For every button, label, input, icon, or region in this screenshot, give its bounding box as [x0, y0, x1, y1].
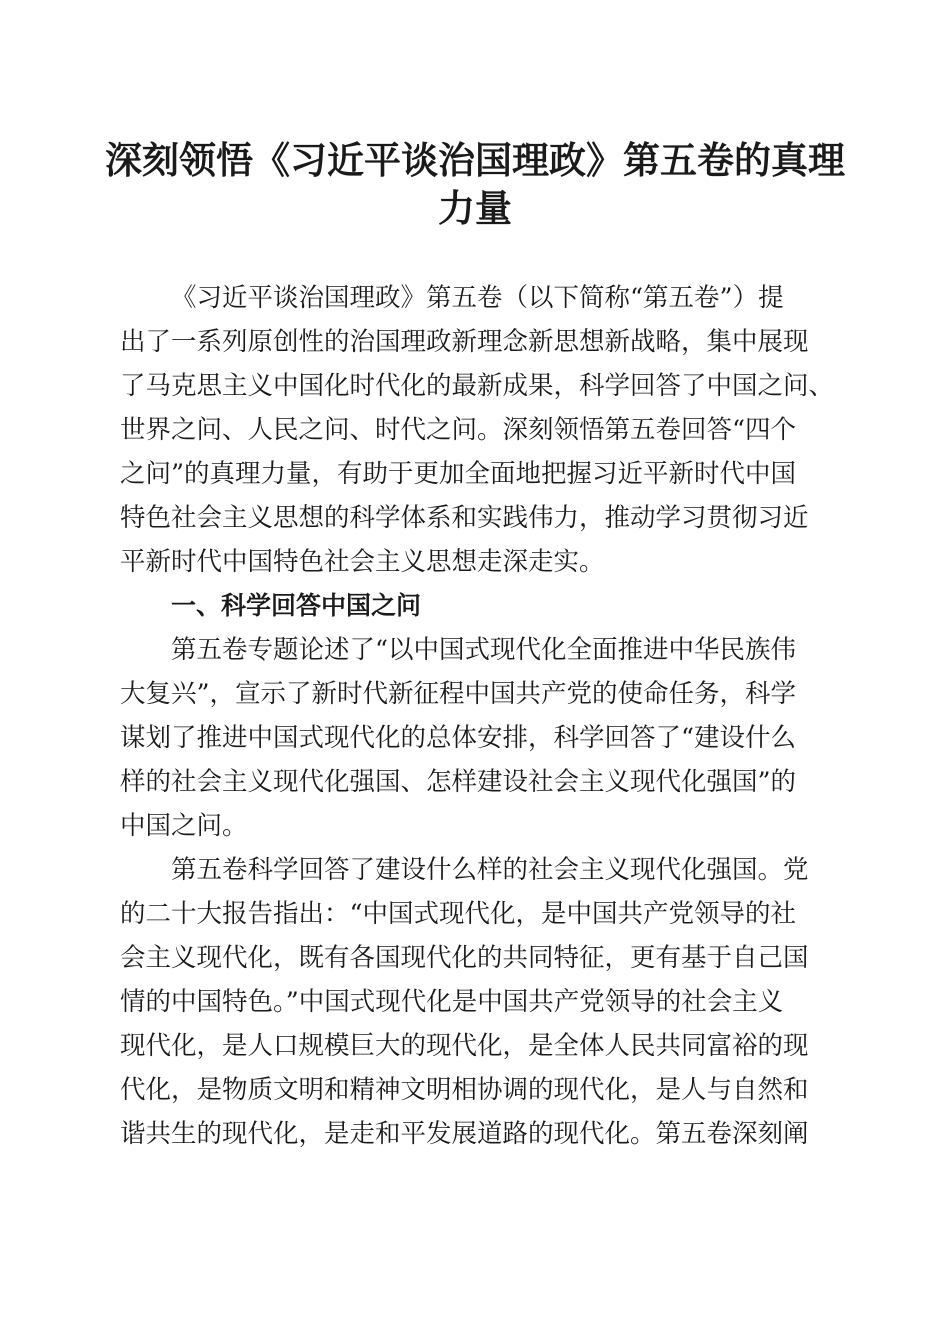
- intro-paragraph: [120, 276, 840, 584]
- title-line-2: 力量: [438, 186, 512, 230]
- paragraph-line: 世界之问、人民之问、时代之问。深刻领悟第五卷回答“四个: [120, 415, 797, 445]
- document-body: [120, 276, 840, 1156]
- paragraph-line: 出了一系列原创性的治国理政新理念新思想新战略，集中展现: [120, 327, 809, 357]
- paragraph-line: 了马克思主义中国化时代化的最新成果，科学回答了中国之问、: [120, 371, 835, 401]
- paragraph-line: 第五卷专题论述了“以中国式现代化全面推进中华民族伟: [171, 635, 797, 665]
- paragraph-line: 特色社会主义思想的科学体系和实践伟力，推动学习贯彻习近: [120, 503, 809, 533]
- paragraph-line: 第五卷科学回答了建设什么样的社会主义现代化强国。党: [171, 855, 809, 885]
- document-title: [100, 136, 850, 232]
- paragraph-line: 现代化，是人口规模巨大的现代化，是全体人民共同富裕的现: [120, 1031, 809, 1061]
- paragraph-line: 谋划了推进中国式现代化的总体安排，科学回答了“建设什么: [120, 723, 797, 753]
- paragraph-line: 之问”的真理力量，有助于更加全面地把握习近平新时代中国: [120, 459, 797, 489]
- title-line-1: 深刻领悟《习近平谈治国理政》第五卷的真理: [105, 138, 845, 182]
- paragraph-line: 谐共生的现代化，是走和平发展道路的现代化。第五卷深刻阐: [120, 1119, 809, 1149]
- section-heading: 一、科学回答中国之问: [171, 591, 422, 620]
- paragraph-line: 《习近平谈治国理政》第五卷（以下简称“第五卷”）提: [171, 283, 784, 313]
- paragraph-line: 平新时代中国特色社会主义思想走深走实。: [120, 547, 605, 577]
- paragraph-line: 中国之问。: [120, 811, 248, 841]
- paragraph-line: 代化，是物质文明和精神文明相协调的现代化，是人与自然和: [120, 1075, 809, 1105]
- paragraph-line: 大复兴”，宣示了新时代新征程中国共产党的使命任务，科学: [120, 679, 797, 709]
- paragraph-line: 会主义现代化，既有各国现代化的共同特征，更有基于自己国: [120, 943, 809, 973]
- paragraph-line: 样的社会主义现代化强国、怎样建设社会主义现代化强国”的: [120, 767, 797, 797]
- paragraph-line: 的二十大报告指出：“中国式现代化，是中国共产党领导的社: [120, 899, 797, 929]
- section1-paragraph-2: [120, 848, 840, 1156]
- section1-paragraph-1: [120, 628, 840, 848]
- paragraph-line: 情的中国特色。”中国式现代化是中国共产党领导的社会主义: [120, 987, 784, 1017]
